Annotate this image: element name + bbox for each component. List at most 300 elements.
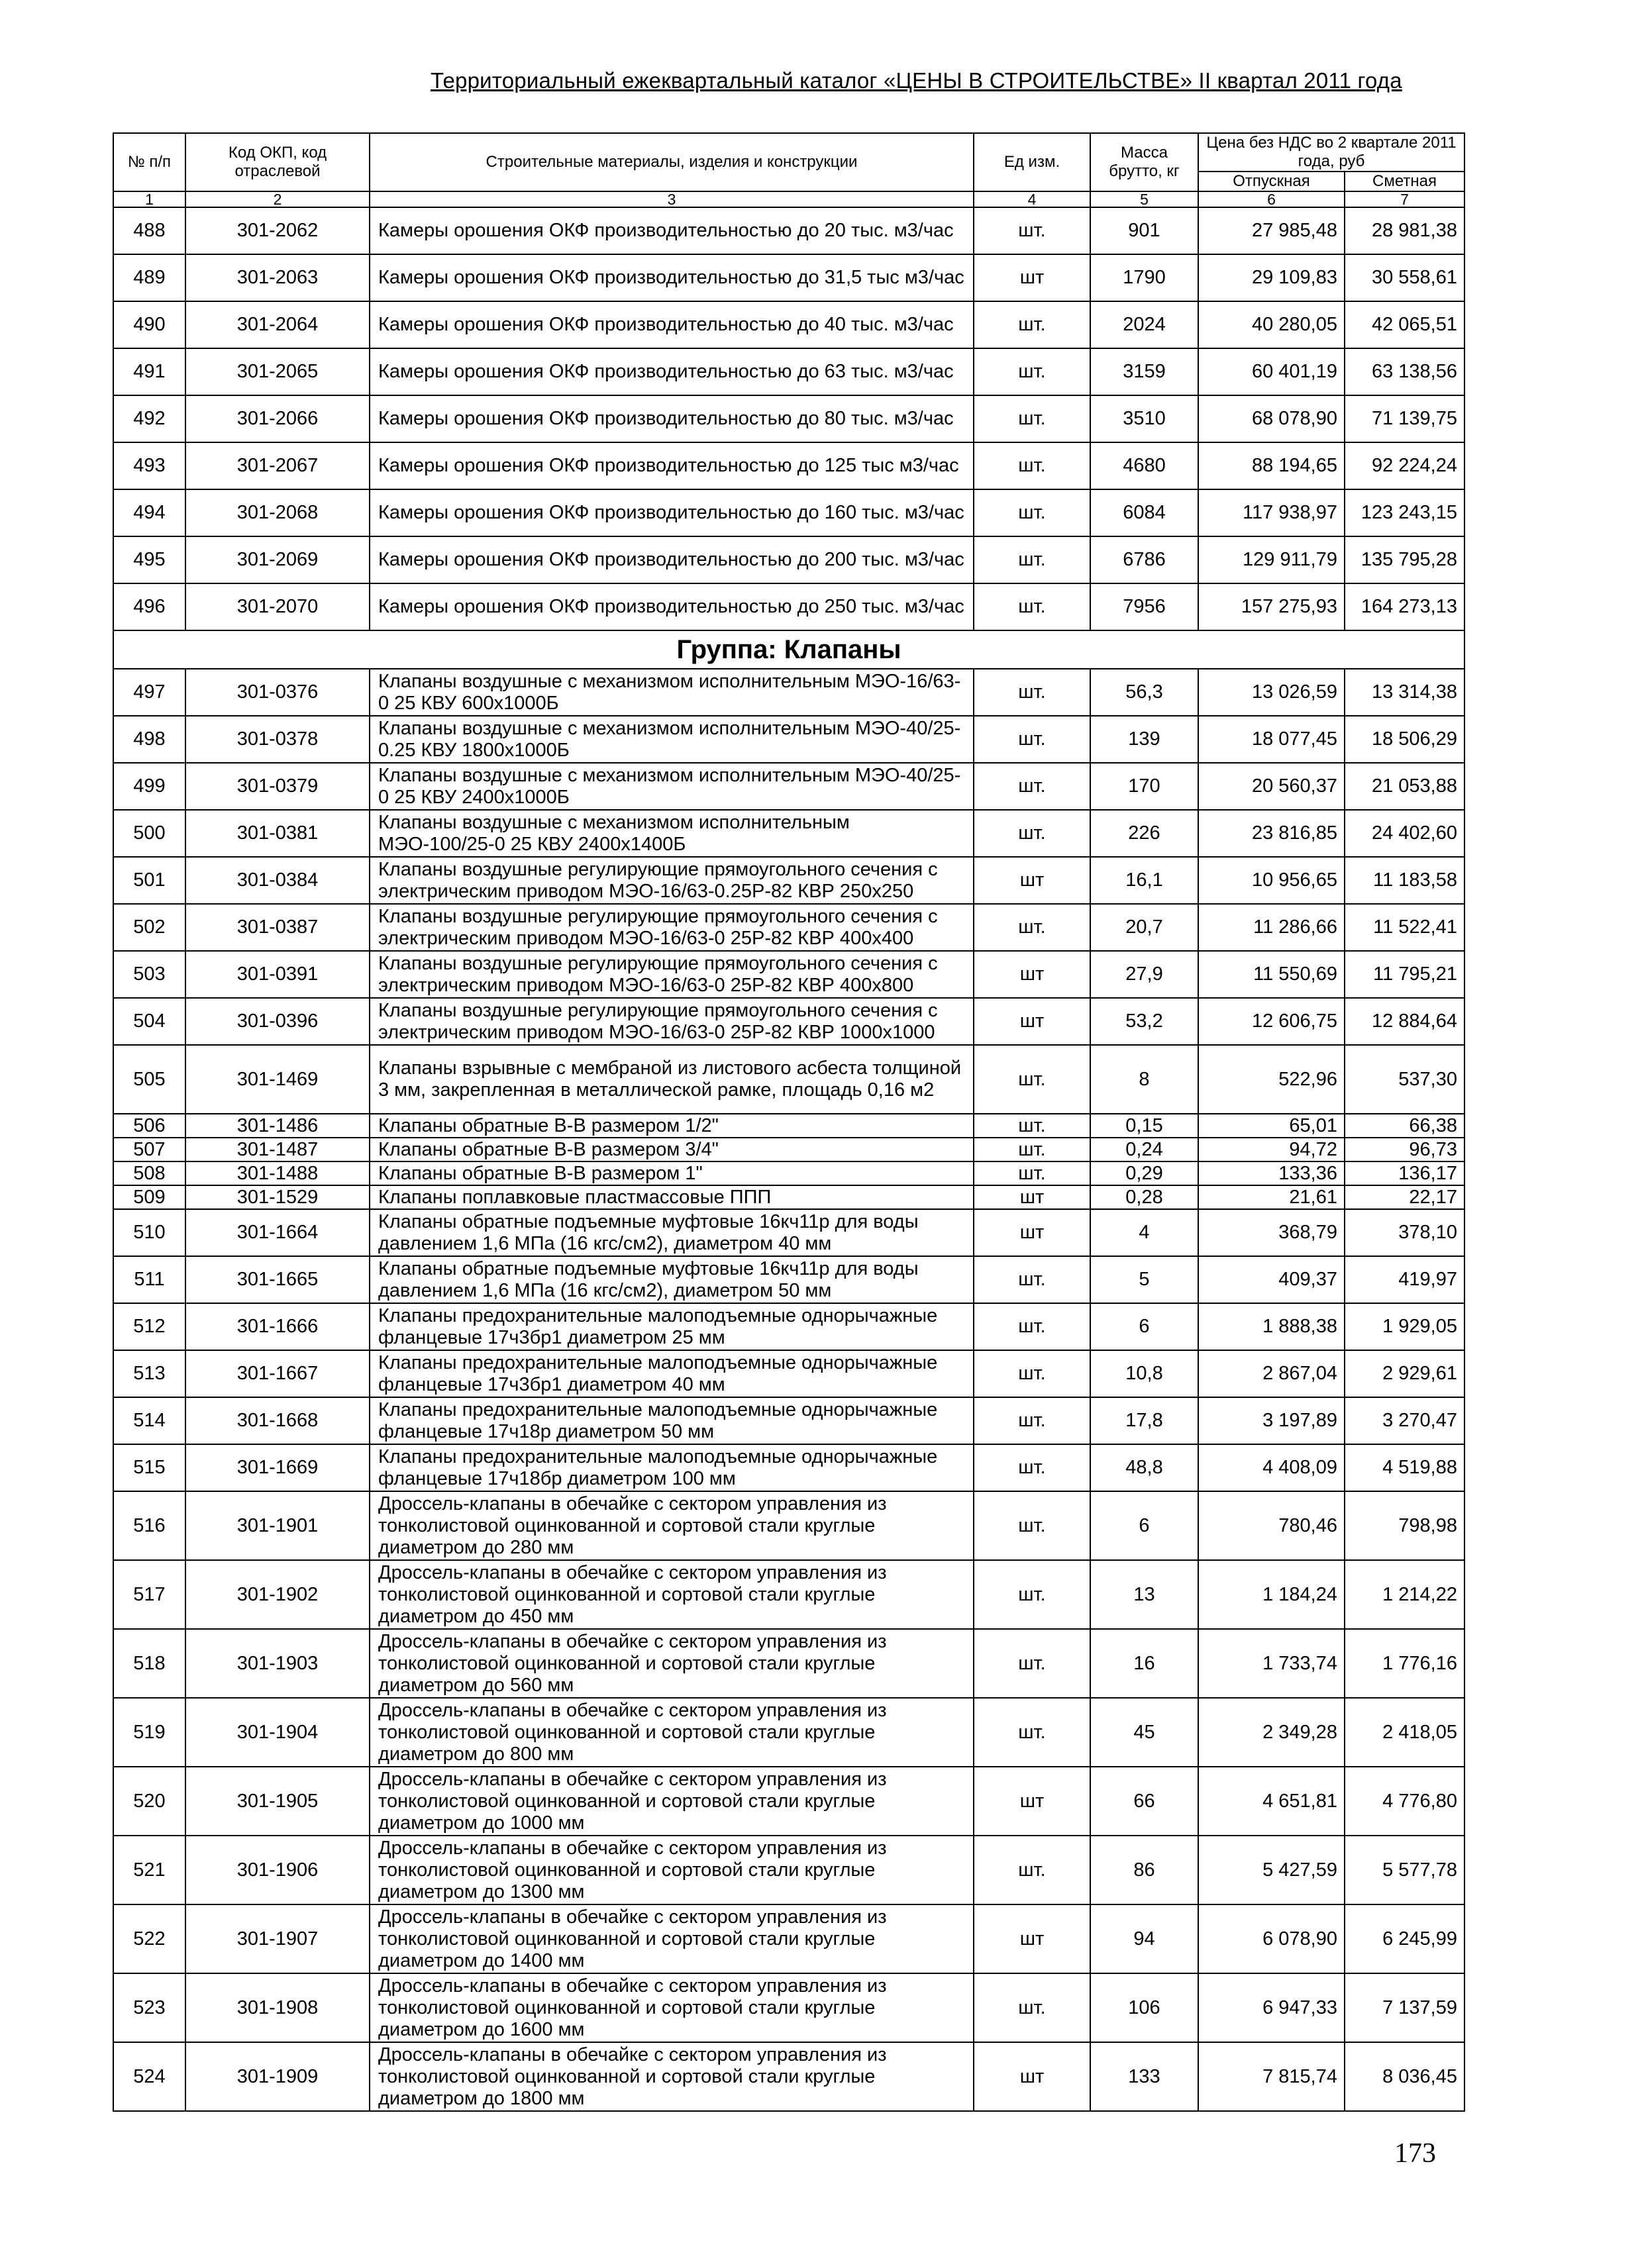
row-price-estimate: 66,38 xyxy=(1345,1114,1464,1138)
row-unit: шт. xyxy=(974,536,1090,583)
row-number: 514 xyxy=(113,1397,185,1444)
row-mass: 56,3 xyxy=(1090,669,1198,716)
row-price-estimate: 164 273,13 xyxy=(1345,583,1464,630)
row-name: Дроссель-клапаны в обечайке с сектором управления из тонколистовой оцинкованной и сортовой стали круглые диаметром до 1600 мм xyxy=(370,1973,974,2042)
row-code: 301-1908 xyxy=(185,1973,370,2042)
row-name: Клапаны воздушные регулирующие прямоугольного сечения с электрическим приводом МЭО-16/63-0.25Р-82 КВР 250х250 xyxy=(370,857,974,904)
row-number: 524 xyxy=(113,2042,185,2111)
row-mass: 86 xyxy=(1090,1836,1198,1904)
price-table xyxy=(113,132,1465,2112)
row-mass: 16 xyxy=(1090,1629,1198,1698)
row-mass: 20,7 xyxy=(1090,904,1198,951)
table-row xyxy=(113,1904,1464,1973)
row-name: Клапаны обратные подъемные муфтовые 16кч11р для воды давлением 1,6 МПа (16 кгс/см2), диаметром 50 мм xyxy=(370,1256,974,1303)
row-price-release: 7 815,74 xyxy=(1198,2042,1345,2111)
row-number: 491 xyxy=(113,348,185,395)
row-number: 499 xyxy=(113,763,185,810)
header-price-estimate: Сметная xyxy=(1345,172,1464,191)
row-number: 522 xyxy=(113,1904,185,1973)
row-number: 490 xyxy=(113,301,185,348)
row-mass: 3159 xyxy=(1090,348,1198,395)
table-row xyxy=(113,763,1464,810)
row-price-release: 40 280,05 xyxy=(1198,301,1345,348)
row-price-release: 133,36 xyxy=(1198,1161,1345,1185)
table-header xyxy=(113,133,1464,207)
row-number: 502 xyxy=(113,904,185,951)
row-unit: шт xyxy=(974,1767,1090,1836)
row-number: 492 xyxy=(113,395,185,442)
row-mass: 66 xyxy=(1090,1767,1198,1836)
row-price-estimate: 5 577,78 xyxy=(1345,1836,1464,1904)
row-price-estimate: 419,97 xyxy=(1345,1256,1464,1303)
row-unit: шт xyxy=(974,1185,1090,1209)
table-row xyxy=(113,1138,1464,1161)
row-unit: шт. xyxy=(974,1560,1090,1629)
row-number: 517 xyxy=(113,1560,185,1629)
row-mass: 13 xyxy=(1090,1560,1198,1629)
row-price-release: 157 275,93 xyxy=(1198,583,1345,630)
row-code: 301-0376 xyxy=(185,669,370,716)
table-row xyxy=(113,1973,1464,2042)
row-mass: 5 xyxy=(1090,1256,1198,1303)
row-price-release: 13 026,59 xyxy=(1198,669,1345,716)
row-price-estimate: 8 036,45 xyxy=(1345,2042,1464,2111)
row-price-estimate: 1 214,22 xyxy=(1345,1560,1464,1629)
row-unit: шт. xyxy=(974,1256,1090,1303)
row-code: 301-1907 xyxy=(185,1904,370,1973)
row-name: Дроссель-клапаны в обечайке с сектором управления из тонколистовой оцинкованной и сортовой стали круглые диаметром до 800 мм xyxy=(370,1698,974,1767)
row-number: 503 xyxy=(113,951,185,998)
row-code: 301-0396 xyxy=(185,998,370,1045)
column-number: 5 xyxy=(1090,191,1198,207)
row-mass: 6 xyxy=(1090,1491,1198,1560)
row-name: Дроссель-клапаны в обечайке с сектором управления из тонколистовой оцинкованной и сортовой стали круглые диаметром до 1000 мм xyxy=(370,1767,974,1836)
row-price-estimate: 71 139,75 xyxy=(1345,395,1464,442)
row-price-release: 23 816,85 xyxy=(1198,810,1345,857)
row-mass: 6786 xyxy=(1090,536,1198,583)
row-mass: 226 xyxy=(1090,810,1198,857)
table-row xyxy=(113,536,1464,583)
row-mass: 27,9 xyxy=(1090,951,1198,998)
table-row xyxy=(113,1303,1464,1350)
table-row xyxy=(113,857,1464,904)
column-number-row xyxy=(113,191,1464,207)
row-price-estimate: 6 245,99 xyxy=(1345,1904,1464,1973)
group-row xyxy=(113,630,1464,669)
row-unit: шт. xyxy=(974,1138,1090,1161)
row-mass: 45 xyxy=(1090,1698,1198,1767)
row-code: 301-2064 xyxy=(185,301,370,348)
row-price-release: 3 197,89 xyxy=(1198,1397,1345,1444)
row-unit: шт. xyxy=(974,1303,1090,1350)
row-unit: шт. xyxy=(974,1444,1090,1491)
row-mass: 10,8 xyxy=(1090,1350,1198,1397)
header-price: Цена без НДС во 2 квартале 2011 года, руб xyxy=(1198,133,1464,172)
row-price-release: 368,79 xyxy=(1198,1209,1345,1256)
row-price-release: 60 401,19 xyxy=(1198,348,1345,395)
row-unit: шт. xyxy=(974,1836,1090,1904)
row-name: Клапаны обратные подъемные муфтовые 16кч11р для воды давлением 1,6 МПа (16 кгс/см2), диаметром 40 мм xyxy=(370,1209,974,1256)
row-name: Камеры орошения ОКФ производительностью до 200 тыс. м3/час xyxy=(370,536,974,583)
row-mass: 94 xyxy=(1090,1904,1198,1973)
row-code: 301-2067 xyxy=(185,442,370,489)
row-name: Дроссель-клапаны в обечайке с сектором управления из тонколистовой оцинкованной и сортовой стали круглые диаметром до 1800 мм xyxy=(370,2042,974,2111)
table-row xyxy=(113,1397,1464,1444)
row-mass: 170 xyxy=(1090,763,1198,810)
table-row xyxy=(113,1256,1464,1303)
row-price-release: 409,37 xyxy=(1198,1256,1345,1303)
row-price-estimate: 42 065,51 xyxy=(1345,301,1464,348)
row-price-release: 1 733,74 xyxy=(1198,1629,1345,1698)
header-mass: Масса брутто, кг xyxy=(1090,133,1198,191)
row-name: Клапаны взрывные с мембраной из листового асбеста толщиной 3 мм, закрепленная в металлической рамке, площадь 0,16 м2 xyxy=(370,1045,974,1114)
page-number: 173 xyxy=(1394,2138,1436,2169)
row-number: 494 xyxy=(113,489,185,536)
row-price-estimate: 63 138,56 xyxy=(1345,348,1464,395)
row-unit: шт. xyxy=(974,763,1090,810)
row-price-estimate: 2 929,61 xyxy=(1345,1350,1464,1397)
row-code: 301-0381 xyxy=(185,810,370,857)
row-code: 301-2065 xyxy=(185,348,370,395)
table-row xyxy=(113,1045,1464,1114)
row-price-release: 1 184,24 xyxy=(1198,1560,1345,1629)
row-number: 504 xyxy=(113,998,185,1045)
row-price-estimate: 30 558,61 xyxy=(1345,254,1464,301)
row-price-estimate: 21 053,88 xyxy=(1345,763,1464,810)
table-row xyxy=(113,254,1464,301)
row-price-release: 6 078,90 xyxy=(1198,1904,1345,1973)
row-number: 497 xyxy=(113,669,185,716)
row-price-estimate: 22,17 xyxy=(1345,1185,1464,1209)
row-unit: шт xyxy=(974,1209,1090,1256)
table-row xyxy=(113,1836,1464,1904)
row-unit: шт. xyxy=(974,489,1090,536)
row-name: Клапаны обратные В-В размером 3/4" xyxy=(370,1138,974,1161)
row-number: 518 xyxy=(113,1629,185,1698)
row-mass: 53,2 xyxy=(1090,998,1198,1045)
table-row xyxy=(113,207,1464,254)
row-price-release: 10 956,65 xyxy=(1198,857,1345,904)
row-unit: шт. xyxy=(974,207,1090,254)
row-number: 520 xyxy=(113,1767,185,1836)
table-row xyxy=(113,1161,1464,1185)
row-price-release: 18 077,45 xyxy=(1198,716,1345,763)
row-price-estimate: 798,98 xyxy=(1345,1491,1464,1560)
row-name: Камеры орошения ОКФ производительностью до 20 тыс. м3/час xyxy=(370,207,974,254)
column-number: 2 xyxy=(185,191,370,207)
table-row xyxy=(113,489,1464,536)
row-number: 505 xyxy=(113,1045,185,1114)
table-row xyxy=(113,716,1464,763)
row-name: Клапаны предохранительные малоподъемные однорычажные фланцевые 17ч3бр1 диаметром 25 мм xyxy=(370,1303,974,1350)
row-price-estimate: 7 137,59 xyxy=(1345,1973,1464,2042)
row-price-estimate: 24 402,60 xyxy=(1345,810,1464,857)
row-price-estimate: 3 270,47 xyxy=(1345,1397,1464,1444)
row-name: Дроссель-клапаны в обечайке с сектором управления из тонколистовой оцинкованной и сортовой стали круглые диаметром до 280 мм xyxy=(370,1491,974,1560)
row-unit: шт. xyxy=(974,583,1090,630)
row-unit: шт. xyxy=(974,348,1090,395)
table-row xyxy=(113,301,1464,348)
row-price-estimate: 28 981,38 xyxy=(1345,207,1464,254)
row-code: 301-1909 xyxy=(185,2042,370,2111)
row-code: 301-1667 xyxy=(185,1350,370,1397)
row-mass: 0,29 xyxy=(1090,1161,1198,1185)
row-price-estimate: 136,17 xyxy=(1345,1161,1464,1185)
row-unit: шт xyxy=(974,254,1090,301)
row-number: 523 xyxy=(113,1973,185,2042)
row-mass: 139 xyxy=(1090,716,1198,763)
row-code: 301-1906 xyxy=(185,1836,370,1904)
row-name: Камеры орошения ОКФ производительностью до 31,5 тыс м3/час xyxy=(370,254,974,301)
row-price-release: 780,46 xyxy=(1198,1491,1345,1560)
row-mass: 0,15 xyxy=(1090,1114,1198,1138)
row-code: 301-1486 xyxy=(185,1114,370,1138)
column-number: 7 xyxy=(1345,191,1464,207)
row-number: 512 xyxy=(113,1303,185,1350)
row-name: Клапаны воздушные регулирующие прямоугольного сечения с электрическим приводом МЭО-16/63-0 25Р-82 КВР 1000х1000 xyxy=(370,998,974,1045)
row-mass: 901 xyxy=(1090,207,1198,254)
row-price-release: 88 194,65 xyxy=(1198,442,1345,489)
row-number: 516 xyxy=(113,1491,185,1560)
row-mass: 0,28 xyxy=(1090,1185,1198,1209)
row-price-release: 2 867,04 xyxy=(1198,1350,1345,1397)
row-mass: 133 xyxy=(1090,2042,1198,2111)
table-row xyxy=(113,1444,1464,1491)
row-price-estimate: 96,73 xyxy=(1345,1138,1464,1161)
row-code: 301-1666 xyxy=(185,1303,370,1350)
table-row xyxy=(113,998,1464,1045)
row-name: Клапаны предохранительные малоподъемные однорычажные фланцевые 17ч18р диаметром 50 мм xyxy=(370,1397,974,1444)
row-unit: шт. xyxy=(974,1397,1090,1444)
table-row xyxy=(113,904,1464,951)
row-unit: шт. xyxy=(974,1698,1090,1767)
row-price-estimate: 11 795,21 xyxy=(1345,951,1464,998)
row-unit: шт xyxy=(974,951,1090,998)
table-row xyxy=(113,1767,1464,1836)
row-unit: шт. xyxy=(974,810,1090,857)
row-unit: шт. xyxy=(974,301,1090,348)
row-name: Клапаны воздушные с механизмом исполнительным МЭО-100/25-0 25 КВУ 2400х1400Б xyxy=(370,810,974,857)
column-number: 6 xyxy=(1198,191,1345,207)
row-price-estimate: 537,30 xyxy=(1345,1045,1464,1114)
row-code: 301-2062 xyxy=(185,207,370,254)
row-price-release: 5 427,59 xyxy=(1198,1836,1345,1904)
table-row xyxy=(113,1560,1464,1629)
row-mass: 48,8 xyxy=(1090,1444,1198,1491)
row-mass: 0,24 xyxy=(1090,1138,1198,1161)
table-row xyxy=(113,1350,1464,1397)
row-mass: 2024 xyxy=(1090,301,1198,348)
row-name: Камеры орошения ОКФ производительностью до 160 тыс. м3/час xyxy=(370,489,974,536)
row-mass: 8 xyxy=(1090,1045,1198,1114)
header-code: Код ОКП, код отраслевой xyxy=(185,133,370,191)
row-unit: шт xyxy=(974,1904,1090,1973)
row-code: 301-1487 xyxy=(185,1138,370,1161)
row-number: 496 xyxy=(113,583,185,630)
row-unit: шт. xyxy=(974,395,1090,442)
row-name: Клапаны предохранительные малоподъемные однорычажные фланцевые 17ч18бр диаметром 100 мм xyxy=(370,1444,974,1491)
table-row xyxy=(113,951,1464,998)
header-num: № п/п xyxy=(113,133,185,191)
row-price-release: 11 550,69 xyxy=(1198,951,1345,998)
table-row xyxy=(113,442,1464,489)
row-name: Дроссель-клапаны в обечайке с сектором управления из тонколистовой оцинкованной и сортовой стали круглые диаметром до 1300 мм xyxy=(370,1836,974,1904)
row-name: Камеры орошения ОКФ производительностью до 80 тыс. м3/час xyxy=(370,395,974,442)
row-price-release: 21,61 xyxy=(1198,1185,1345,1209)
table-body-chambers xyxy=(113,207,1464,630)
row-code: 301-1469 xyxy=(185,1045,370,1114)
row-number: 493 xyxy=(113,442,185,489)
row-name: Дроссель-клапаны в обечайке с сектором управления из тонколистовой оцинкованной и сортовой стали круглые диаметром до 560 мм xyxy=(370,1629,974,1698)
row-price-estimate: 11 183,58 xyxy=(1345,857,1464,904)
row-price-release: 6 947,33 xyxy=(1198,1973,1345,2042)
row-number: 510 xyxy=(113,1209,185,1256)
row-price-release: 2 349,28 xyxy=(1198,1698,1345,1767)
row-unit: шт xyxy=(974,857,1090,904)
row-price-estimate: 12 884,64 xyxy=(1345,998,1464,1045)
row-unit: шт. xyxy=(974,1161,1090,1185)
row-name: Камеры орошения ОКФ производительностью до 63 тыс. м3/час xyxy=(370,348,974,395)
table-row xyxy=(113,1114,1464,1138)
row-code: 301-2069 xyxy=(185,536,370,583)
row-price-estimate: 13 314,38 xyxy=(1345,669,1464,716)
row-price-release: 129 911,79 xyxy=(1198,536,1345,583)
table-body-valves xyxy=(113,669,1464,2111)
row-unit: шт. xyxy=(974,1973,1090,2042)
row-price-estimate: 1 776,16 xyxy=(1345,1629,1464,1698)
row-code: 301-1668 xyxy=(185,1397,370,1444)
row-price-estimate: 92 224,24 xyxy=(1345,442,1464,489)
row-unit: шт. xyxy=(974,1114,1090,1138)
row-unit: шт. xyxy=(974,1045,1090,1114)
row-price-release: 4 408,09 xyxy=(1198,1444,1345,1491)
row-code: 301-1904 xyxy=(185,1698,370,1767)
page-title: Территориальный ежеквартальный каталог «ЦЕНЫ В СТРОИТЕЛЬСТВЕ» II квартал 2011 года xyxy=(431,68,1402,93)
row-code: 301-1901 xyxy=(185,1491,370,1560)
row-number: 511 xyxy=(113,1256,185,1303)
row-number: 501 xyxy=(113,857,185,904)
row-name: Клапаны обратные В-В размером 1/2" xyxy=(370,1114,974,1138)
row-price-estimate: 18 506,29 xyxy=(1345,716,1464,763)
table-row xyxy=(113,1185,1464,1209)
row-price-release: 27 985,48 xyxy=(1198,207,1345,254)
table-row xyxy=(113,1629,1464,1698)
row-mass: 7956 xyxy=(1090,583,1198,630)
row-code: 301-2063 xyxy=(185,254,370,301)
row-name: Камеры орошения ОКФ производительностью до 40 тыс. м3/час xyxy=(370,301,974,348)
table-row xyxy=(113,669,1464,716)
row-number: 519 xyxy=(113,1698,185,1767)
row-name: Клапаны воздушные с механизмом исполнительным МЭО-40/25-0 25 КВУ 2400х1000Б xyxy=(370,763,974,810)
row-code: 301-1902 xyxy=(185,1560,370,1629)
row-code: 301-1905 xyxy=(185,1767,370,1836)
header-name: Строительные материалы, изделия и конструкции xyxy=(370,133,974,191)
row-unit: шт. xyxy=(974,669,1090,716)
row-number: 507 xyxy=(113,1138,185,1161)
row-name: Дроссель-клапаны в обечайке с сектором управления из тонколистовой оцинкованной и сортовой стали круглые диаметром до 1400 мм xyxy=(370,1904,974,1973)
row-number: 498 xyxy=(113,716,185,763)
row-number: 488 xyxy=(113,207,185,254)
row-mass: 3510 xyxy=(1090,395,1198,442)
row-price-release: 68 078,90 xyxy=(1198,395,1345,442)
row-code: 301-0378 xyxy=(185,716,370,763)
row-number: 506 xyxy=(113,1114,185,1138)
row-price-release: 20 560,37 xyxy=(1198,763,1345,810)
row-name: Камеры орошения ОКФ производительностью до 125 тыс м3/час xyxy=(370,442,974,489)
row-number: 509 xyxy=(113,1185,185,1209)
row-price-release: 4 651,81 xyxy=(1198,1767,1345,1836)
row-mass: 6084 xyxy=(1090,489,1198,536)
row-code: 301-0384 xyxy=(185,857,370,904)
table-row xyxy=(113,348,1464,395)
row-unit: шт. xyxy=(974,1629,1090,1698)
row-mass: 6 xyxy=(1090,1303,1198,1350)
row-number: 508 xyxy=(113,1161,185,1185)
table-row xyxy=(113,1209,1464,1256)
row-number: 515 xyxy=(113,1444,185,1491)
row-code: 301-1903 xyxy=(185,1629,370,1698)
row-unit: шт. xyxy=(974,716,1090,763)
row-unit: шт xyxy=(974,998,1090,1045)
row-name: Клапаны воздушные регулирующие прямоугольного сечения с электрическим приводом МЭО-16/63-0 25Р-82 КВР 400х800 xyxy=(370,951,974,998)
column-number: 1 xyxy=(113,191,185,207)
row-name: Клапаны воздушные регулирующие прямоугольного сечения с электрическим приводом МЭО-16/63-0 25Р-82 КВР 400х400 xyxy=(370,904,974,951)
table-row xyxy=(113,2042,1464,2111)
table-row xyxy=(113,1698,1464,1767)
row-price-release: 522,96 xyxy=(1198,1045,1345,1114)
row-number: 513 xyxy=(113,1350,185,1397)
row-name: Камеры орошения ОКФ производительностью до 250 тыс. м3/час xyxy=(370,583,974,630)
row-mass: 4 xyxy=(1090,1209,1198,1256)
row-price-estimate: 4 519,88 xyxy=(1345,1444,1464,1491)
header-unit: Ед изм. xyxy=(974,133,1090,191)
row-price-estimate: 378,10 xyxy=(1345,1209,1464,1256)
row-price-release: 11 286,66 xyxy=(1198,904,1345,951)
group-title: Группа: Клапаны xyxy=(113,630,1464,669)
row-code: 301-1665 xyxy=(185,1256,370,1303)
row-unit: шт. xyxy=(974,904,1090,951)
row-number: 521 xyxy=(113,1836,185,1904)
row-price-release: 1 888,38 xyxy=(1198,1303,1345,1350)
row-code: 301-2070 xyxy=(185,583,370,630)
row-unit: шт. xyxy=(974,1350,1090,1397)
table-row xyxy=(113,1491,1464,1560)
table-row xyxy=(113,395,1464,442)
row-price-release: 117 938,97 xyxy=(1198,489,1345,536)
header-price-release: Отпускная xyxy=(1198,172,1345,191)
row-code: 301-0391 xyxy=(185,951,370,998)
row-price-estimate: 11 522,41 xyxy=(1345,904,1464,951)
column-number: 3 xyxy=(370,191,974,207)
row-name: Дроссель-клапаны в обечайке с сектором управления из тонколистовой оцинкованной и сортовой стали круглые диаметром до 450 мм xyxy=(370,1560,974,1629)
row-price-estimate: 4 776,80 xyxy=(1345,1767,1464,1836)
row-code: 301-1664 xyxy=(185,1209,370,1256)
row-name: Клапаны обратные В-В размером 1" xyxy=(370,1161,974,1185)
row-number: 500 xyxy=(113,810,185,857)
row-mass: 4680 xyxy=(1090,442,1198,489)
row-mass: 17,8 xyxy=(1090,1397,1198,1444)
row-code: 301-2068 xyxy=(185,489,370,536)
row-code: 301-1529 xyxy=(185,1185,370,1209)
row-price-release: 12 606,75 xyxy=(1198,998,1345,1045)
row-price-estimate: 123 243,15 xyxy=(1345,489,1464,536)
row-price-estimate: 135 795,28 xyxy=(1345,536,1464,583)
row-price-release: 65,01 xyxy=(1198,1114,1345,1138)
row-mass: 106 xyxy=(1090,1973,1198,2042)
row-code: 301-1669 xyxy=(185,1444,370,1491)
row-mass: 16,1 xyxy=(1090,857,1198,904)
row-price-release: 94,72 xyxy=(1198,1138,1345,1161)
